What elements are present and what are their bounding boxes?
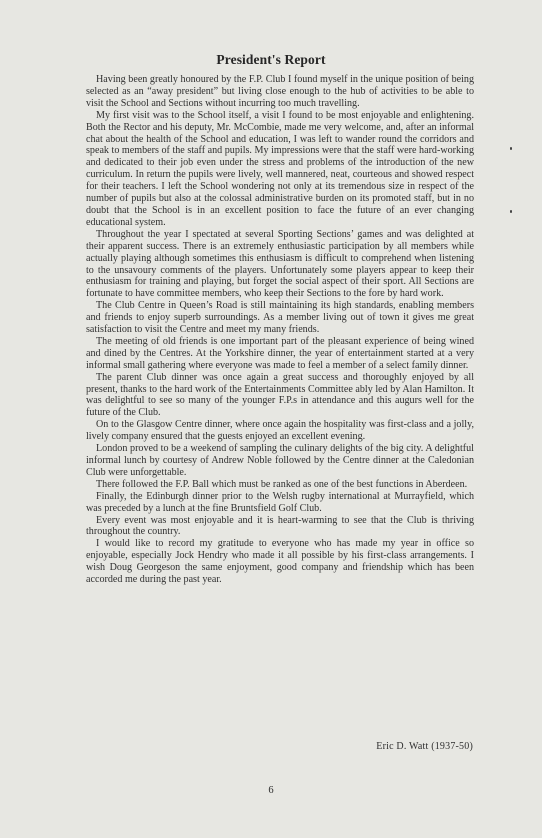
paragraph: I would like to record my gratitude to everyone who has made my year in office so enjoyable, especially Jock Hendry who made it all possible by his first-class arrangements. I wish Doug Georgeson the same enjoyment, good company and friendship which has been accorded me during the past year. xyxy=(86,538,474,586)
paragraph: Throughout the year I spectated at several Sporting Sections’ games and was delighted at their apparent success. There is an extremely enthusiastic participation by all members while actually playing although sometimes this enthusiasm is difficult to comprehend when listening to the unsavoury comments of the players. Unfortunately some players appear to keep their enthusiasm for training and playing, but forget the social aspect of their sport. All Sections are fortunate to have committee members, who keep their Sections to the fore by hard work. xyxy=(86,228,474,300)
paragraph: My first visit was to the School itself, a visit I found to be most enjoyable and enlightening. Both the Rector and his deputy, Mr. McCombie, made me very welcome, and, after an informal chat about the health of the School and education, I was left to wander round the corridors and speak to members of the staff and pupils. My impressions were that the staff were hard-working and dedicated to their job even under the stress and problems of the introduction of the new curriculum. In return the pupils were lively, well mannered, neat, courteous and showed respect for their teachers. I left the School wondering not only at its tremendous size in respect of the number of pupils but also at the colossal administrative burden on its promoted staff, but in no doubt that the School is in an excellent position to face the future of an ever changing educational system. xyxy=(86,109,474,228)
paragraph: The meeting of old friends is one important part of the pleasant experience of being wined and dined by the Centres. At the Yorkshire dinner, the year of entertainment started at a very informal small gathering where everyone was made to feel a member of a select family dinner. xyxy=(86,335,474,371)
page-number: 6 xyxy=(268,785,274,796)
paragraph: Every event was most enjoyable and it is heart-warming to see that the Club is thriving throughout the country. xyxy=(86,514,474,538)
paragraph: Finally, the Edinburgh dinner prior to the Welsh rugby international at Murrayfield, which was preceded by a lunch at the fine Bruntsfield Golf Club. xyxy=(86,490,474,514)
paragraph: There followed the F.P. Ball which must be ranked as one of the best functions in Aberdeen. xyxy=(96,478,468,490)
scan-speck xyxy=(510,147,512,150)
report-body xyxy=(86,74,474,586)
paragraph: Having been greatly honoured by the F.P. Club I found myself in the unique position of being selected as an “away president” but living close enough to the hub of activities to be able to visit the School and Sections without incurring too much travelling. xyxy=(86,74,474,109)
scan-speck xyxy=(510,210,512,213)
paragraph: On to the Glasgow Centre dinner, where once again the hospitality was first-class and a jolly, lively company ensured that the guests enjoyed an excellent evening. xyxy=(86,419,474,443)
paragraph: London proved to be a weekend of sampling the culinary delights of the big city. A delightful informal lunch by courtesy of Andrew Noble followed by the Centre dinner at the Caledonian Club were unforgettable. xyxy=(86,443,474,478)
paragraph: The Club Centre in Queen’s Road is still maintaining its high standards, enabling members and friends to enjoy superb surroundings. As a member living out of town it gives me great satisfaction to visit the Centre and meet my many friends. xyxy=(86,300,474,336)
signature: Eric D. Watt (1937-50) xyxy=(376,741,473,752)
paragraph: The parent Club dinner was once again a great success and thoroughly enjoyed by all present, thanks to the hard work of the Entertainments Committee ably led by Alan Hamilton. It was delightful to see so many of the younger F.P.s in attendance and this augurs well for the future of the Club. xyxy=(86,371,474,419)
report-title: President's Report xyxy=(216,52,326,67)
